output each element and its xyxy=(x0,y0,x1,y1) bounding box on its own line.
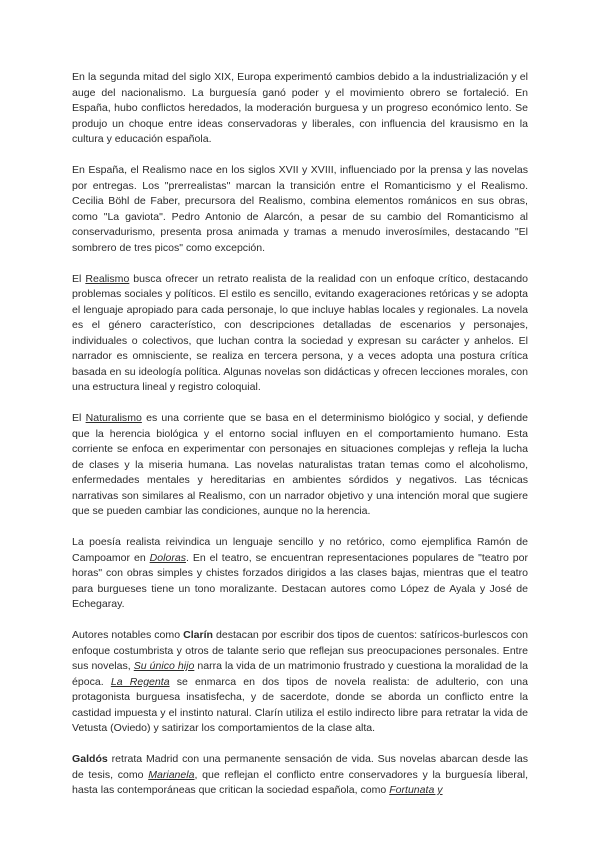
document-body xyxy=(72,70,528,814)
paragraph-realism: El Realismo busca ofrecer un retrato realista de la realidad con un enfoque crítico, destacando problemas sociales y políticos. El estilo es sencillo, evitando exageraciones retóricas y se adopta el lenguaje apropiado para cada personaje, lo que incluye hablas locales y regionales. La novela es el género característico, con descripciones detalladas de escenarios y personajes, individuales o colectivos, que luchan contra la sociedad y expresan su carácter y anhelos. El narrador es omnisciente, se realiza en tercera persona, y a veces adopta una postura crítica basada en su ideología política. Algunas novelas son didácticas y ofrecen lecciones morales, con una estructura lineal y registro coloquial. xyxy=(72,272,529,393)
title-marianela: Marianela xyxy=(148,768,195,781)
title-su-unico-hijo: Su único hijo xyxy=(133,660,195,672)
paragraph-naturalism: El Naturalismo es una corriente que se basa en el determinismo biológico y social, y defiende que la herencia biológica y el entorno social influyen en el comportamiento humano. Esta corriente se enfoca en experimentar con personajes en situaciones complejas y refleja la lucha de clases y la miseria humana. Las novelas naturalistas tratan temas como el alcoholismo, enfermedades mentales y hereditarias en ambientes sórdidos y negativos. Las técnicas narrativas son similares al Realismo, con un narrador objetivo y una intención moral que sugiere que se pueden cambiar las condiciones, aunque no la herencia. xyxy=(72,412,528,517)
title-fortunata: Fortunata y xyxy=(389,784,443,796)
term-naturalismo: Naturalismo xyxy=(85,412,142,424)
author-clarin: Clarín xyxy=(183,629,213,641)
term-realismo: Realismo xyxy=(85,272,130,285)
title-doloras: Doloras xyxy=(149,551,186,564)
title-la-regenta: La Regenta xyxy=(110,675,170,688)
paragraph-clarin: Autores notables como Clarín destacan por escribir dos tipos de cuentos: satíricos-burlescos con enfoque costumbrista y otros de talante serio que reflejan sus preocupaciones personales. Entre sus novelas, Su único hijo narra la vida de un matrimonio frustrado y cuestiona la moralidad de la época. La Regenta se enmarca en dos tipos de novela realista: de adulterio, con una protagonista burguesa insatisfecha, y de sacerdote, donde se aborda un conflicto entre la castidad impuesta y el instinto natural. Clarín utiliza el estilo indirecto libre para retratar la vida de Vetusta (Oviedo) y satirizar los comportamientos de la clase alta. xyxy=(72,629,529,734)
paragraph-galdos: Galdós retrata Madrid con una permanente sensación de vida. Sus novelas abarcan desde las de tesis, como Marianela, que reflejan el conflicto entre conservadores y la burguesía liberal, hasta las contemporáneas que critican la sociedad española, como Fortunata y xyxy=(72,753,529,796)
author-galdos: Galdós xyxy=(72,753,108,765)
paragraph-historical-context: En la segunda mitad del siglo XIX, Europa experimentó cambios debido a la industrialización y el auge del nacionalismo. La burguesía ganó poder y el movimiento obrero se fortaleció. En España, hubo conflictos heredados, la moderación burguesa y un progreso económico lento. Se produjo un choque entre ideas conservadoras y liberales, con influencia del krausismo en la cultura y educación española. xyxy=(72,71,528,145)
paragraph-poetry-theatre: La poesía realista reivindica un lenguaje sencillo y no retórico, como ejemplifica Ramón de Campoamor en Doloras. En el teatro, se encuentran representaciones populares de "teatro por horas" con obras simples y chistes forzados dirigidos a las clases bajas, mientras que el teatro para burgueses tiene un tono moralizante. Destacan autores como López de Ayala y José de Echegaray. xyxy=(72,536,529,610)
paragraph-realism-origins: En España, el Realismo nace en los siglos XVII y XVIII, influenciado por la prensa y las novelas por entregas. Los "prerrealistas" marcan la transición entre el Romanticismo y el Realismo. Cecilia Böhl de Faber, precursora del Realismo, combina elementos románicos en sus obras, como "La gaviota". Pedro Antonio de Alarcón, a pesar de su cambio del Romanticismo al conservadurismo, presenta prosa animada y tramas a menudo inverosímiles, destacando "El sombrero de tres picos" como excepción. xyxy=(72,164,528,254)
